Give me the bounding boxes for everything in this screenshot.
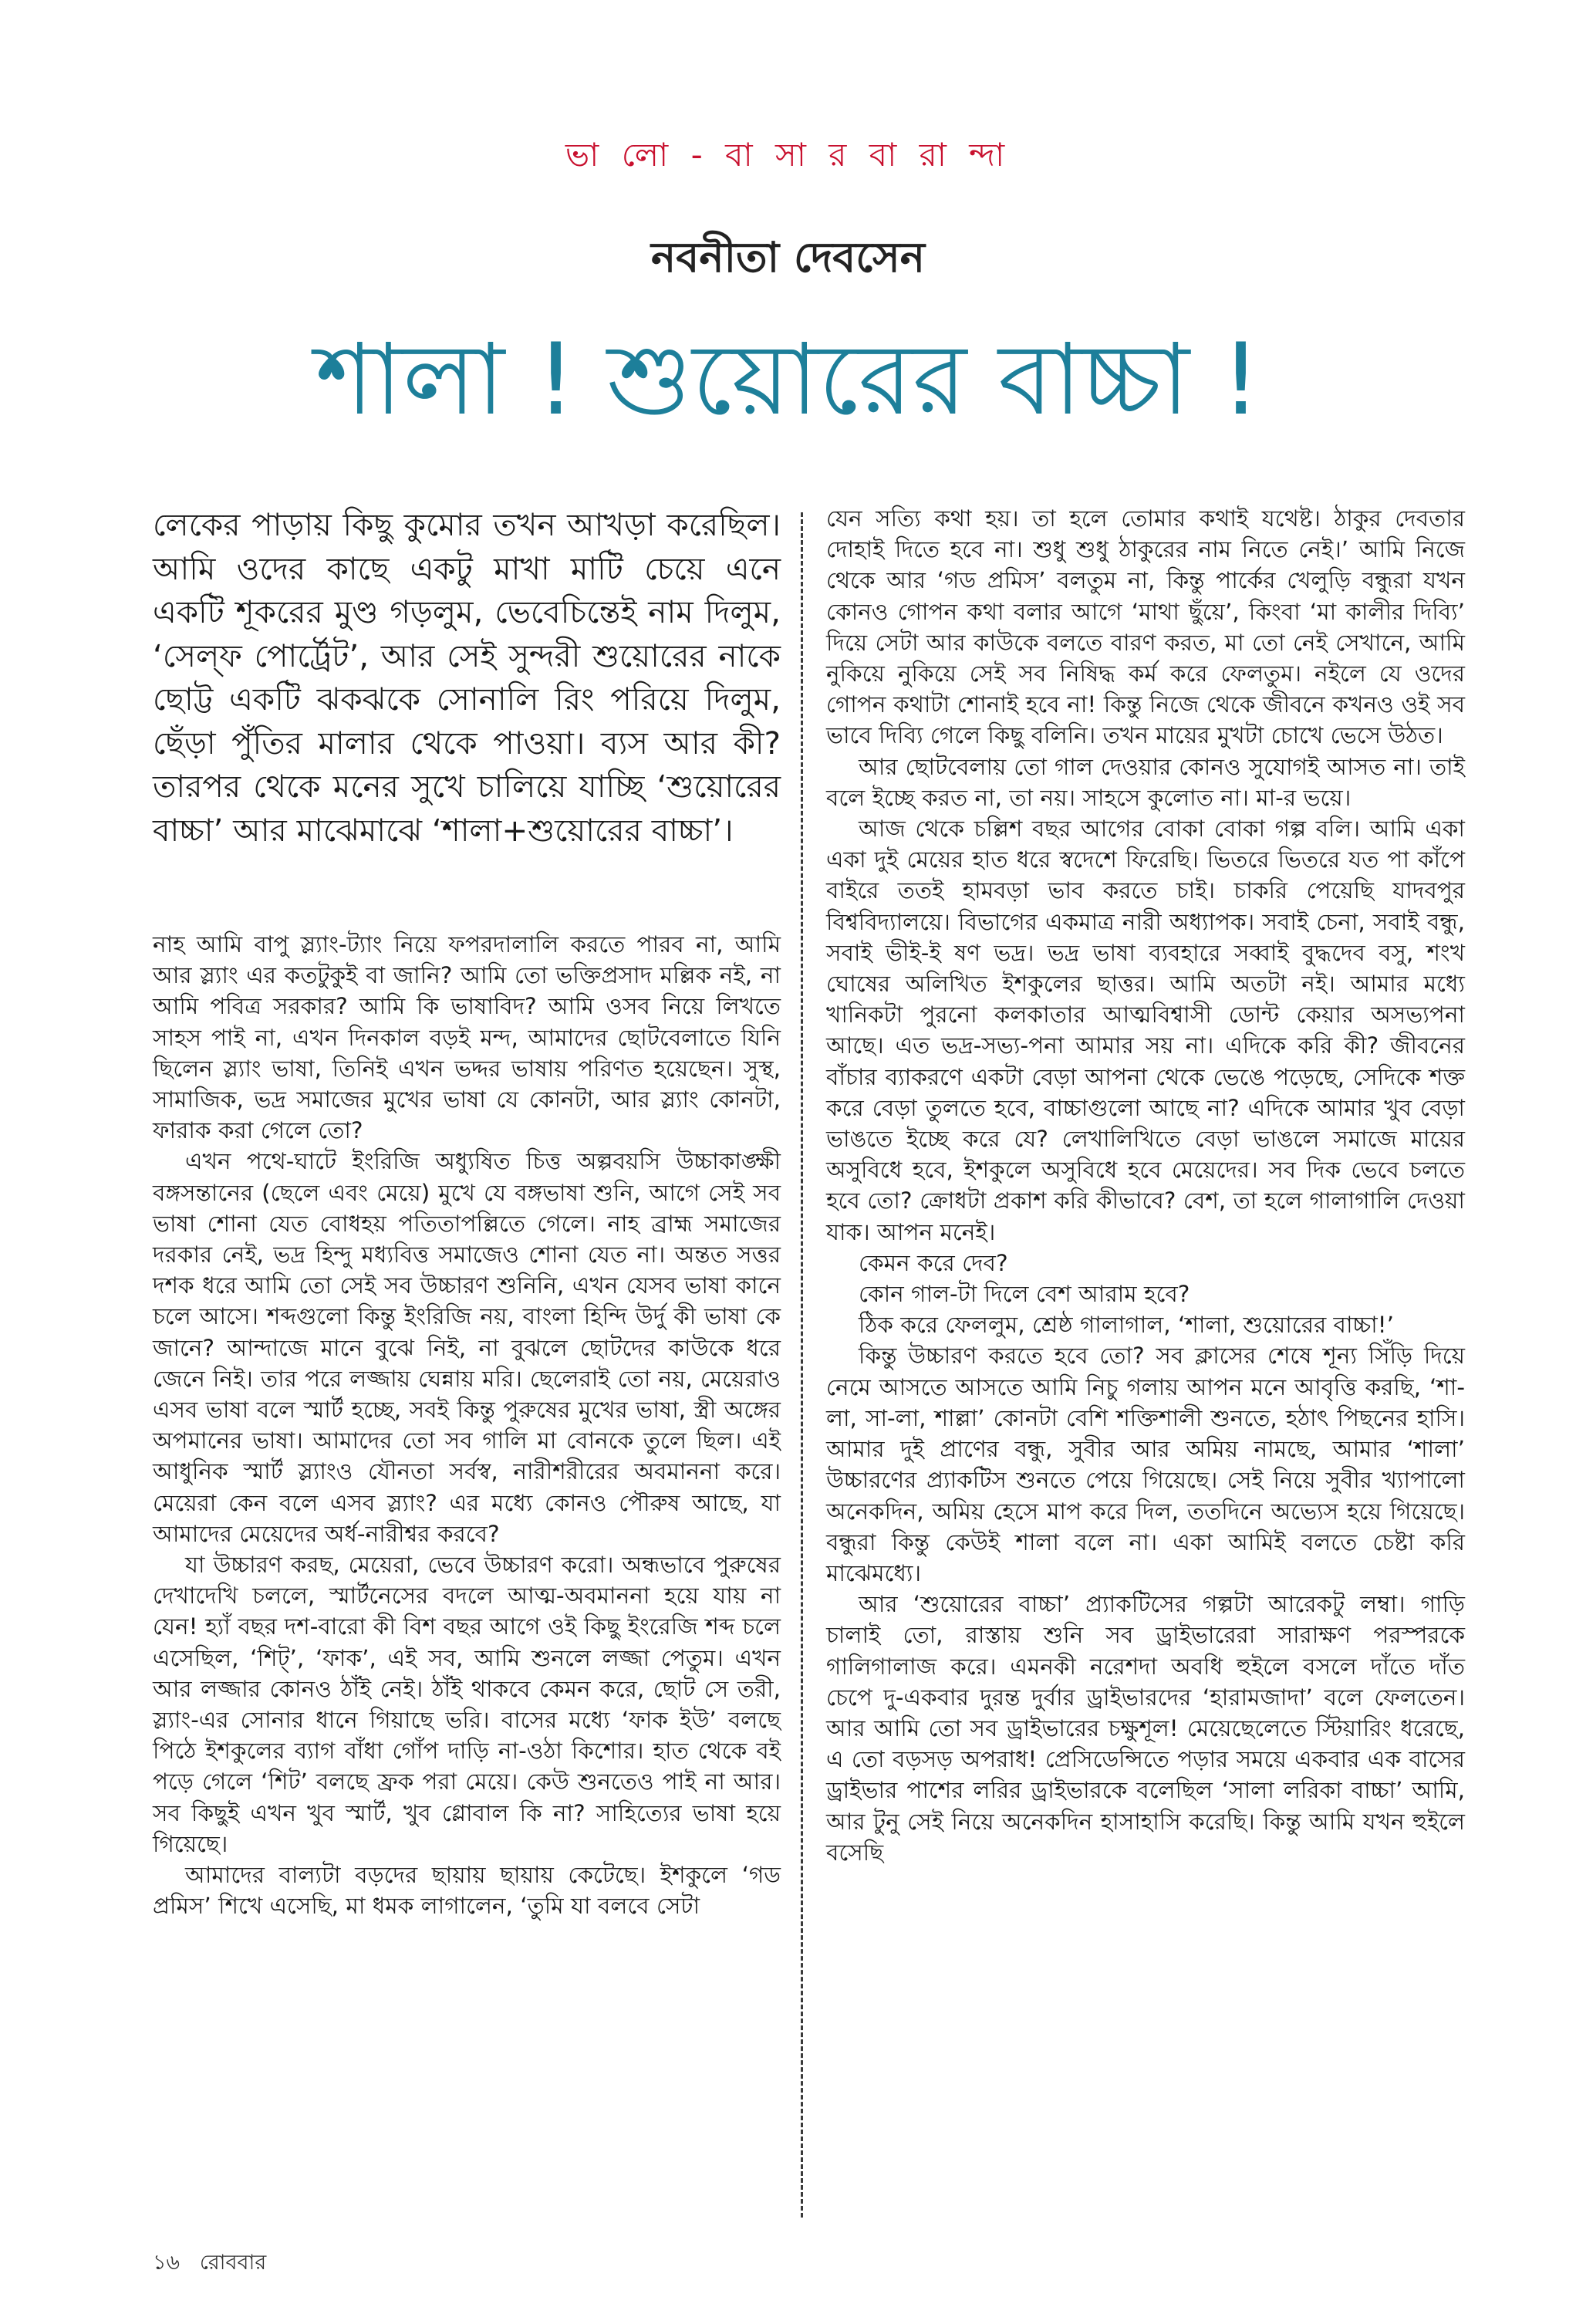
body-paragraph: নাহ আমি বাপু স্ল্যাং-ট্যাং নিয়ে ফপরদালালি করতে পারব না, আমি আর স্ল্যাং এর কতটুকুই বা জানি? আমি তো ভক্তিপ্রসাদ মল্লিক নই, না আমি পবিত্র সরকার? আমি কি ভাষাবিদ? আমি ওসব নিয়ে লিখতে সাহস পাই না, এখন দিনকাল বড়ই মন্দ, আমাদের ছোটবেলাতে যিনি ছিলেন স্ল্যাং ভাষা, তিনিই এখন ভদ্দর ভাষায় পরিণত হয়েছেন। সুস্থ, সামাজিক, ভদ্র সমাজের মুখের ভাষা যে কোনটা, আর স্ল্যাং কোনটা, ফারাক করা গেলে তো? [153,931,781,1144]
body-paragraph: আর ছোটবেলায় তো গাল দেওয়ার কোনও সুযোগই আসত না। তাই বলে ইচ্ছে করত না, তা নয়। সাহসে কুলোত না। মা-র ভয়ে। [826,753,1465,811]
intro-paragraph: লেকের পাড়ায় কিছু কুমোর তখন আখড়া করেছিল। আমি ওদের কাছে একটু মাখা মাটি চেয়ে এনে একটি শূকরের মুণ্ড গড়লুম, ভেবেচিন্তেই নাম দিলুম, ‘সেল্‌ফ পোর্ট্রেট’, আর সেই সুন্দরী শুয়োরের নাকে ছোট্ট একটি ঝকঝকে সোনালি রিং পরিয়ে দিলুম, ছেঁড়া পুঁতির মালার থেকে পাওয়া। ব্যস আর কী? তারপর থেকে মনের সুখে চালিয়ে যাচ্ছি ‘শুয়োরের বাচ্চা’ আর মাঝেমাঝে ‘শালা+শুয়োরের বাচ্চা’। [153,506,781,849]
body-paragraph: আজ থেকে চল্লিশ বছর আগের বোকা বোকা গল্প বলি। আমি একা একা দুই মেয়ের হাত ধরে স্বদেশে ফিরেছি। ভিতরে ভিতরে যত পা কাঁপে বাইরে ততই হামবড়া ভাব করতে চাই। চাকরি পেয়েছি যাদবপুর বিশ্ববিদ্যালয়ে। বিভাগের একমাত্র নারী অধ্যাপক। সবাই চেনা, সবাই বন্ধু, সবাই ভীই-ই ষণ ভদ্র। ভদ্র ভাষা ব্যবহারে সব্বাই বুদ্ধদেব বসু, শংখ ঘোষের অলিখিত ইশকুলের ছাত্তর। আমি অতটা নই। আমার মধ্যে খানিকটা পুরনো কলকাতার আত্মবিশ্বাসী ডোন্ট কেয়ার অসভ্যপনা আছে। এত ভদ্র-সভ্য-পনা আমার সয় না। এদিকে করি কী? জীবনের বাঁচার ব্যাকরণে একটা বেড়া আপনা থেকে ভেঙে পড়েছে, সেদিকে শক্ত করে বেড়া তুলতে হবে, বাচ্চাগুলো আছে না? এদিকে আমার খুব বেড়া ভাঙতে ইচ্ছে করে যে? লেখালিখিতে বেড়া ভাঙলে সমাজে মায়ের অসুবিধে হবে, ইশকুলে অসুবিধে হবে মেয়েদের। সব দিক ভেবে চলতে হবে তো? ক্রোধটা প্রকাশ করি কীভাবে? বেশ, তা হলে গালাগালি দেওয়া যাক। আপন মনেই। [826,816,1465,1245]
page-footer [153,2247,266,2282]
body-paragraph: কোন গাল-টা দিলে বেশ আরাম হবে? [859,1281,1190,1308]
body-paragraph: যেন সত্যি কথা হয়। তা হলে তোমার কথাই যথেষ্ট। ঠাকুর দেবতার দোহাই দিতে হবে না। শুধু শুধু ঠাকুরের নাম নিতে নেই।’ আমি নিজে থেকে আর ‘গড প্রমিস’ বলতুম না, কিন্তু পার্কের খেলুড়ি বন্ধুরা যখন কোনও গোপন কথা বলার আগে ‘মাথা ছুঁয়ে’, কিংবা ‘মা কালীর দিব্যি’ দিয়ে সেটা আর কাউকে বলতে বারণ করত, মা তো নেই সেখানে, আমি নুকিয়ে নুকিয়ে সেই সব নিষিদ্ধ কর্ম করে ফেলতুম। নইলে যে ওদের গোপন কথাটা শোনাই হবে না! কিন্তু নিজে থেকে জীবনে কখনও ওই সব ভাবে দিব্যি গেলে কিছু বলিনি। তখন মায়ের মুখটা চোখে ভেসে উঠত। [826,505,1465,749]
magazine-name: রোববার [199,2251,267,2275]
body-paragraph: ঠিক করে ফেললুম, শ্রেষ্ঠ গালাগাল, ‘শালা, শুয়োরের বাচ্চা!’ [859,1312,1394,1339]
article-headline: শালা ! শুয়োরের বাচ্চা ! [315,323,1261,437]
body-paragraph: আমাদের বাল্যটা বড়দের ছায়ায় ছায়ায় কেটেছে। ইশকুলে ‘গড প্রমিস’ শিখে এসেছি, মা ধমক লাগালেন, ‘তুমি যা বলবে সেটা [153,1862,781,1920]
body-paragraph: আর ‘শুয়োরের বাচ্চা’ প্র্যাকটিসের গল্পটা আরেকটু লম্বা। গাড়ি চালাই তো, রাস্তায় শুনি সব ড্রাইভারেরা সারাক্ষণ পরস্পরকে গালিগালাজ করে। এমনকী নরেশদা অবধি হুইলে বসলে দাঁতে দাঁত চেপে দু-একবার দুরন্ত দুর্বার ড্রাইভারদের ‘হারামজাদা’ বলে ফেলতেন। আর আমি তো সব ড্রাইভারের চক্ষুশূল! মেয়েছেলেতে স্টিয়ারিং ধরেছে, এ তো বড়সড় অপরাধ! প্রেসিডেন্সিতে পড়ার সময়ে একবার এক বাসের ড্রাইভার পাশের লরির ড্রাইভারকে বলেছিল ‘সালা লরিকা বাচ্চা’ আমি, আর টুনু সেই নিয়ে অনেকদিন হাসাহাসি করেছি। কিন্তু আমি যখন হুইলে বসেছি [826,1591,1465,1866]
body-paragraph: কিন্তু উচ্চারণ করতে হবে তো? সব ক্লাসের শেষে শূন্য সিঁড়ি দিয়ে নেমে আসতে আসতে আমি নিচু গলায় আপন মনে আবৃত্তি করছি, ‘শা-লা, সা-লা, শাল্লা’ কোনটা বেশি শক্তিশালী শুনতে, হঠাৎ পিছনের হাসি। আমার দুই প্রাণের বন্ধু, সুবীর আর অমিয় নামছে, আমার ‘শালা’ উচ্চারণের প্র্যাকটিস শুনতে পেয়ে গিয়েছে। সেই নিয়ে সুবীর খ্যাপালো অনেকদিন, অমিয় হেসে মাপ করে দিল, ততদিনে অভ্যেস হয়ে গিয়েছে। বন্ধুরা কিন্তু কেউই শালা বলে না। একা আমিই বলতে চেষ্টা করি মাঝেমধ্যে। [826,1343,1465,1586]
body-paragraph: কেমন করে দেব? [859,1249,1008,1276]
page-number: ১৬ [153,2251,181,2275]
left-column [153,503,781,1922]
right-column [826,503,1465,1868]
column-tag: ভা লো - বা সা র বা রা ন্দা [565,136,1011,174]
column-divider [801,512,803,2218]
body-paragraph: এখন পথে-ঘাটে ইংরিজি অধ্যুষিত চিত্ত অল্পবয়সি উচ্চাকাঙ্ক্ষী বঙ্গসন্তানের (ছেলে এবং মেয়ে) মুখে যে বঙ্গভাষা শুনি, আগে সেই সব ভাষা শোনা যেত বোধহয় পতিতাপল্লিতে গেলে। নাহ ব্রাহ্ম সমাজের দরকার নেই, ভদ্র হিন্দু মধ্যবিত্ত সমাজেও শোনা যেত না। অন্তত সত্তর দশক ধরে আমি তো সেই সব উচ্চারণ শুনিনি, এখন যেসব ভাষা কানে চলে আসে। শব্দগুলো কিন্তু ইংরিজি নয়, বাংলা হিন্দি উর্দু কী ভাষা কে জানে? আন্দাজে মানে বুঝে নিই, না বুঝলে ছোটদের কাউকে ধরে জেনে নিই। তার পরে লজ্জায় ঘেন্নায় মরি। ছেলেরাই তো নয়, মেয়েরাও এসব ভাষা বলে স্মার্ট হচ্ছে, সবই কিন্তু পুরুষের মুখের ভাষা, স্ত্রী অঙ্গের অপমানের ভাষা। আমাদের তো সব গালি মা বোনকে তুলে ছিল। এই আধুনিক স্মার্ট স্ল্যাংও যৌনতা সর্বস্ব, নারীশরীরের অবমাননা করে। মেয়েরা কেন বলে এসব স্ল্যাং? এর মধ্যে কোনও পৌরুষ আছে, যা আমাদের মেয়েদের অর্ধ-নারীশ্বর করবে? [153,1148,781,1547]
author-name: নবনীতা দেবসেন [651,233,925,282]
body-paragraph: যা উচ্চারণ করছ, মেয়েরা, ভেবে উচ্চারণ করো। অন্ধভাবে পুরুষের দেখাদেখি চললে, স্মার্টনেসের বদলে আত্ম-অবমাননা হয়ে যায় না যেন! হ্যাঁ বছর দশ-বারো কী বিশ বছর আগে ওই কিছু ইংরেজি শব্দ চলে এসেছিল, ‘শিট্’, ‘ফাক’, এই সব, আমি শুনলে লজ্জা পেতুম। এখন আর লজ্জার কোনও ঠাঁই নেই। ঠাঁই থাকবে কেমন করে, ছোট সে তরী, স্ল্যাং-এর সোনার ধানে গিয়াছে ভরি। বাসের মধ্যে ‘ফাক ইউ’ বলছে পিঠে ইশকুলের ব্যাগ বাঁধা গোঁপ দাড়ি না-ওঠা কিশোর। হাত থেকে বই পড়ে গেলে ‘শিট’ বলছে ফ্রক পরা মেয়ে। কেউ শুনতেও পাই না আর। সব কিছুই এখন খুব স্মার্ট, খুব গ্লোবাল কি না? সাহিত্যের ভাষা হয়ে গিয়েছে। [153,1552,781,1857]
